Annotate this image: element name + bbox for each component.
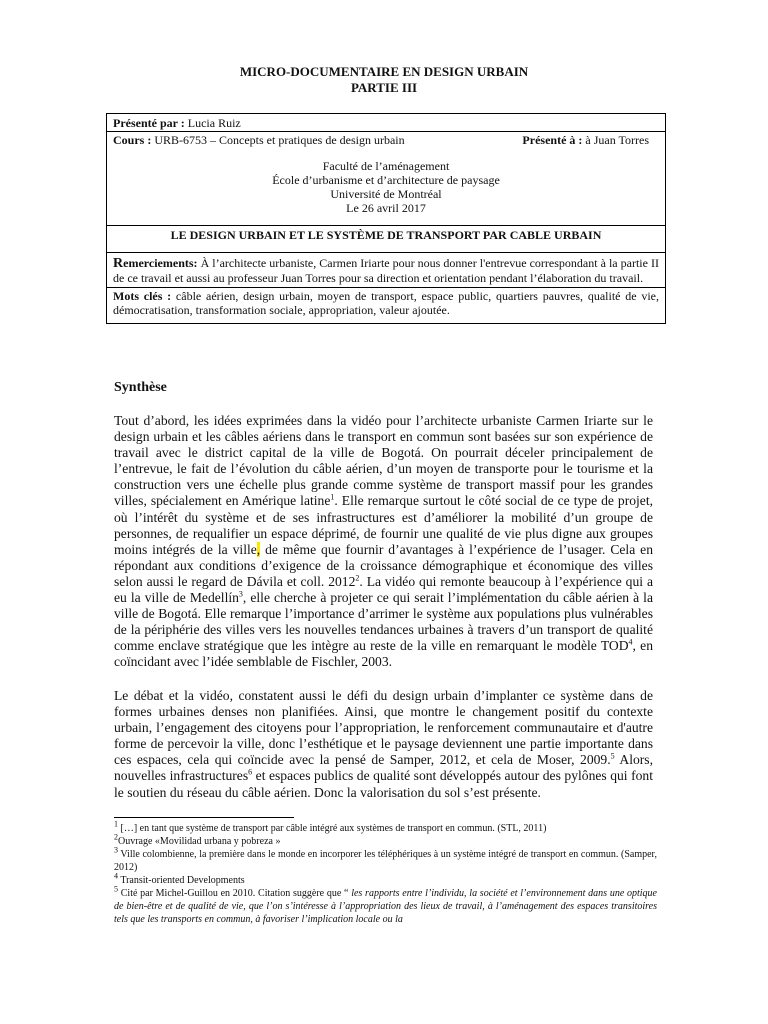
acknowledgements-row (107, 253, 665, 288)
footnote-ref-2[interactable]: 2 (355, 573, 360, 583)
document-date: Le 26 avril 2017 (346, 201, 426, 215)
footnote-ref-4[interactable]: 4 (628, 637, 633, 647)
subject-title: LE DESIGN URBAIN ET LE SYSTÈME DE TRANSPORT PAR CABLE URBAIN (107, 226, 665, 253)
paragraph-text: , en coïncidant avec l’idée semblable de Fischler, 2003. (114, 638, 653, 670)
paragraph-text: Le débat et la vidéo, constatent aussi le défi du design urbain d’implanter ce système dans de formes urbaines denses non planifiées. Ainsi, que montre le changement positif du contexte urbain, l’engagement des citoyens pour l’appropriation, le renforcement communautaire et d'autre forme de percevoir la ville, donc l’esthétique et le paysage deviennent une partie importante dans ces espaces, cela qui coïncide avec la pensé de Samper, 2012, et cela de Moser, 2009. (114, 688, 653, 768)
presented-to-label: Présenté à : (522, 133, 583, 147)
footnote-ref-3[interactable]: 3 (238, 589, 243, 599)
footnote-text: Ouvrage «Movilidad urbana y pobreza » (118, 836, 281, 847)
paragraph-text: et espaces publics de qualité sont développés autour des pylônes qui font le soutien du réseau du câble aérien. Donc la valorisation du sol s’est présente. (114, 768, 653, 800)
faculty-name: Faculté de l’aménagement (322, 159, 450, 173)
course-value: URB-6753 – Concepts et pratiques de design urbain (151, 133, 405, 147)
document-title (0, 64, 768, 96)
paragraph-text: . Elle remarque surtout le côté social de ce type de projet, où l’intérêt du système et de ses infrastructures est d’améliorer la mobilité d’un groupe de personnes, de requalifier un espace déprimé, de fournir une qualité de vie plus digne aux groupes moins intégrés de la ville (114, 493, 654, 557)
footnote-ref-6[interactable]: 6 (248, 767, 253, 777)
body-paragraph-1 (114, 413, 653, 671)
footnote-5 (114, 884, 657, 926)
footnote-separator (114, 817, 294, 818)
footnote-2 (114, 832, 657, 848)
paragraph-text: de même que fournir d’avantages à l’expérience de l’usager. Cela en répondant aux conditions d’exigence de la croissance démographique et économique des villes selon aussi le regard de Dávila et coll. 2012 (114, 541, 653, 589)
footnote-quote: les rapports entre l’individu, la société et l’environnement dans une optique de bien-être et de qualité de vie, que l’on s’intéresse à l’appropriation des lieux de travail, à l’aménagement des espaces transitoires tels que les transports en commun, à favoriser l’implication locale ou la (114, 888, 657, 925)
keywords-label: Mots clés : (113, 289, 172, 303)
paragraph-text: Alors, nouvelles infrastructures (114, 752, 653, 784)
presented-to-value: à Juan Torres (582, 133, 649, 147)
acknowledgements-text: À l’architecte urbaniste, Carmen Iriarte pour nous donner l'entrevue correspondant à la partie II de ce travail et aussi au professeur Juan Torres pour sa direction et orientation pendant l’élaboration du travail. (113, 256, 659, 285)
footnote-text: Ville colombienne, la première dans le monde en incorporer les téléphériques à un système intégré de transport en commun. (Samper, 2012) (114, 849, 657, 873)
cover-info-box (106, 113, 666, 324)
keywords-text: câble aérien, design urbain, moyen de transport, espace public, quartiers pauvres, qualité de vie, démocratisation, transformation sociale, appropriation, valeur ajoutée. (113, 289, 659, 317)
course-label: Cours : (113, 133, 152, 147)
footnote-number: 4 (114, 871, 118, 881)
highlighted-text: , (256, 541, 261, 557)
section-heading-synthese: Synthèse (114, 380, 167, 395)
footnote-4 (114, 871, 657, 887)
presenter-row (107, 114, 665, 132)
paragraph-text: . La vidéo qui remonte beaucoup à l’expérience qui a eu la ville de Medellín (114, 573, 653, 606)
institution-block (113, 159, 659, 224)
footnote-number: 5 (114, 884, 118, 894)
footnote-text: Transit-oriented Developments (118, 875, 245, 886)
footnote-1 (114, 819, 657, 835)
footnote-ref-5[interactable]: 5 (610, 751, 615, 761)
footnote-ref-1[interactable]: 1 (330, 492, 335, 502)
footnote-text: Cité par Michel-Guillou en 2010. Citation suggère que “ (118, 888, 352, 899)
course-block (107, 132, 665, 226)
body-paragraph-2 (114, 688, 653, 801)
course-row (113, 133, 659, 147)
footnote-number: 1 (114, 819, 118, 829)
university-name: Université de Montréal (330, 187, 442, 201)
paragraph-text: , elle cherche à projeter ce qui serait l’implémentation du câble aérien à la ville de Bogotá. Elle remarque l’importance d’arrimer le système aux populations plus vulnérables de la périphérie des villes vers les nouvelles tendances urbaines à travers d’un transport de qualité comme enclave stratégique que les intègre au reste de la ville en remarquant le modèle TOD (114, 590, 653, 654)
title-line-2: PARTIE III (350, 80, 418, 95)
footnote-text: […] en tant que système de transport par câble intégré aux systèmes de transport en commun. (STL, 2011) (118, 823, 547, 834)
keywords-row (107, 288, 665, 323)
footnote-3 (114, 845, 657, 874)
presented-by-value: Lucia Ruiz (184, 116, 241, 130)
title-line-1: MICRO-DOCUMENTAIRE EN DESIGN URBAIN (239, 64, 529, 79)
footnote-number: 2 (114, 832, 118, 842)
acknowledgements-label-initial: R (113, 256, 124, 271)
acknowledgements-label: emerciements: (123, 256, 198, 270)
footnote-number: 3 (114, 845, 118, 855)
presented-by-label: Présenté par : (113, 116, 185, 130)
paragraph-text: Tout d’abord, les idées exprimées dans la vidéo pour l’architecte urbaniste Carmen Iriarte sur le design urbain et les câbles aériens dans le transport en commun sont basées sur son expérience de travail avec le district capital de la ville de Bogotá. On pourrait déceler principalement de l’entrevue, le fait de l’évolution du câble aérien, d’un moyen de transporte pour le tourisme et la construction vers une échelle plus grande comme système de transport massif pour les grandes villes, spécialement en Amérique latine (114, 413, 653, 509)
school-name: École d’urbanisme et d’architecture de paysage (272, 173, 500, 187)
footnotes (114, 819, 657, 926)
